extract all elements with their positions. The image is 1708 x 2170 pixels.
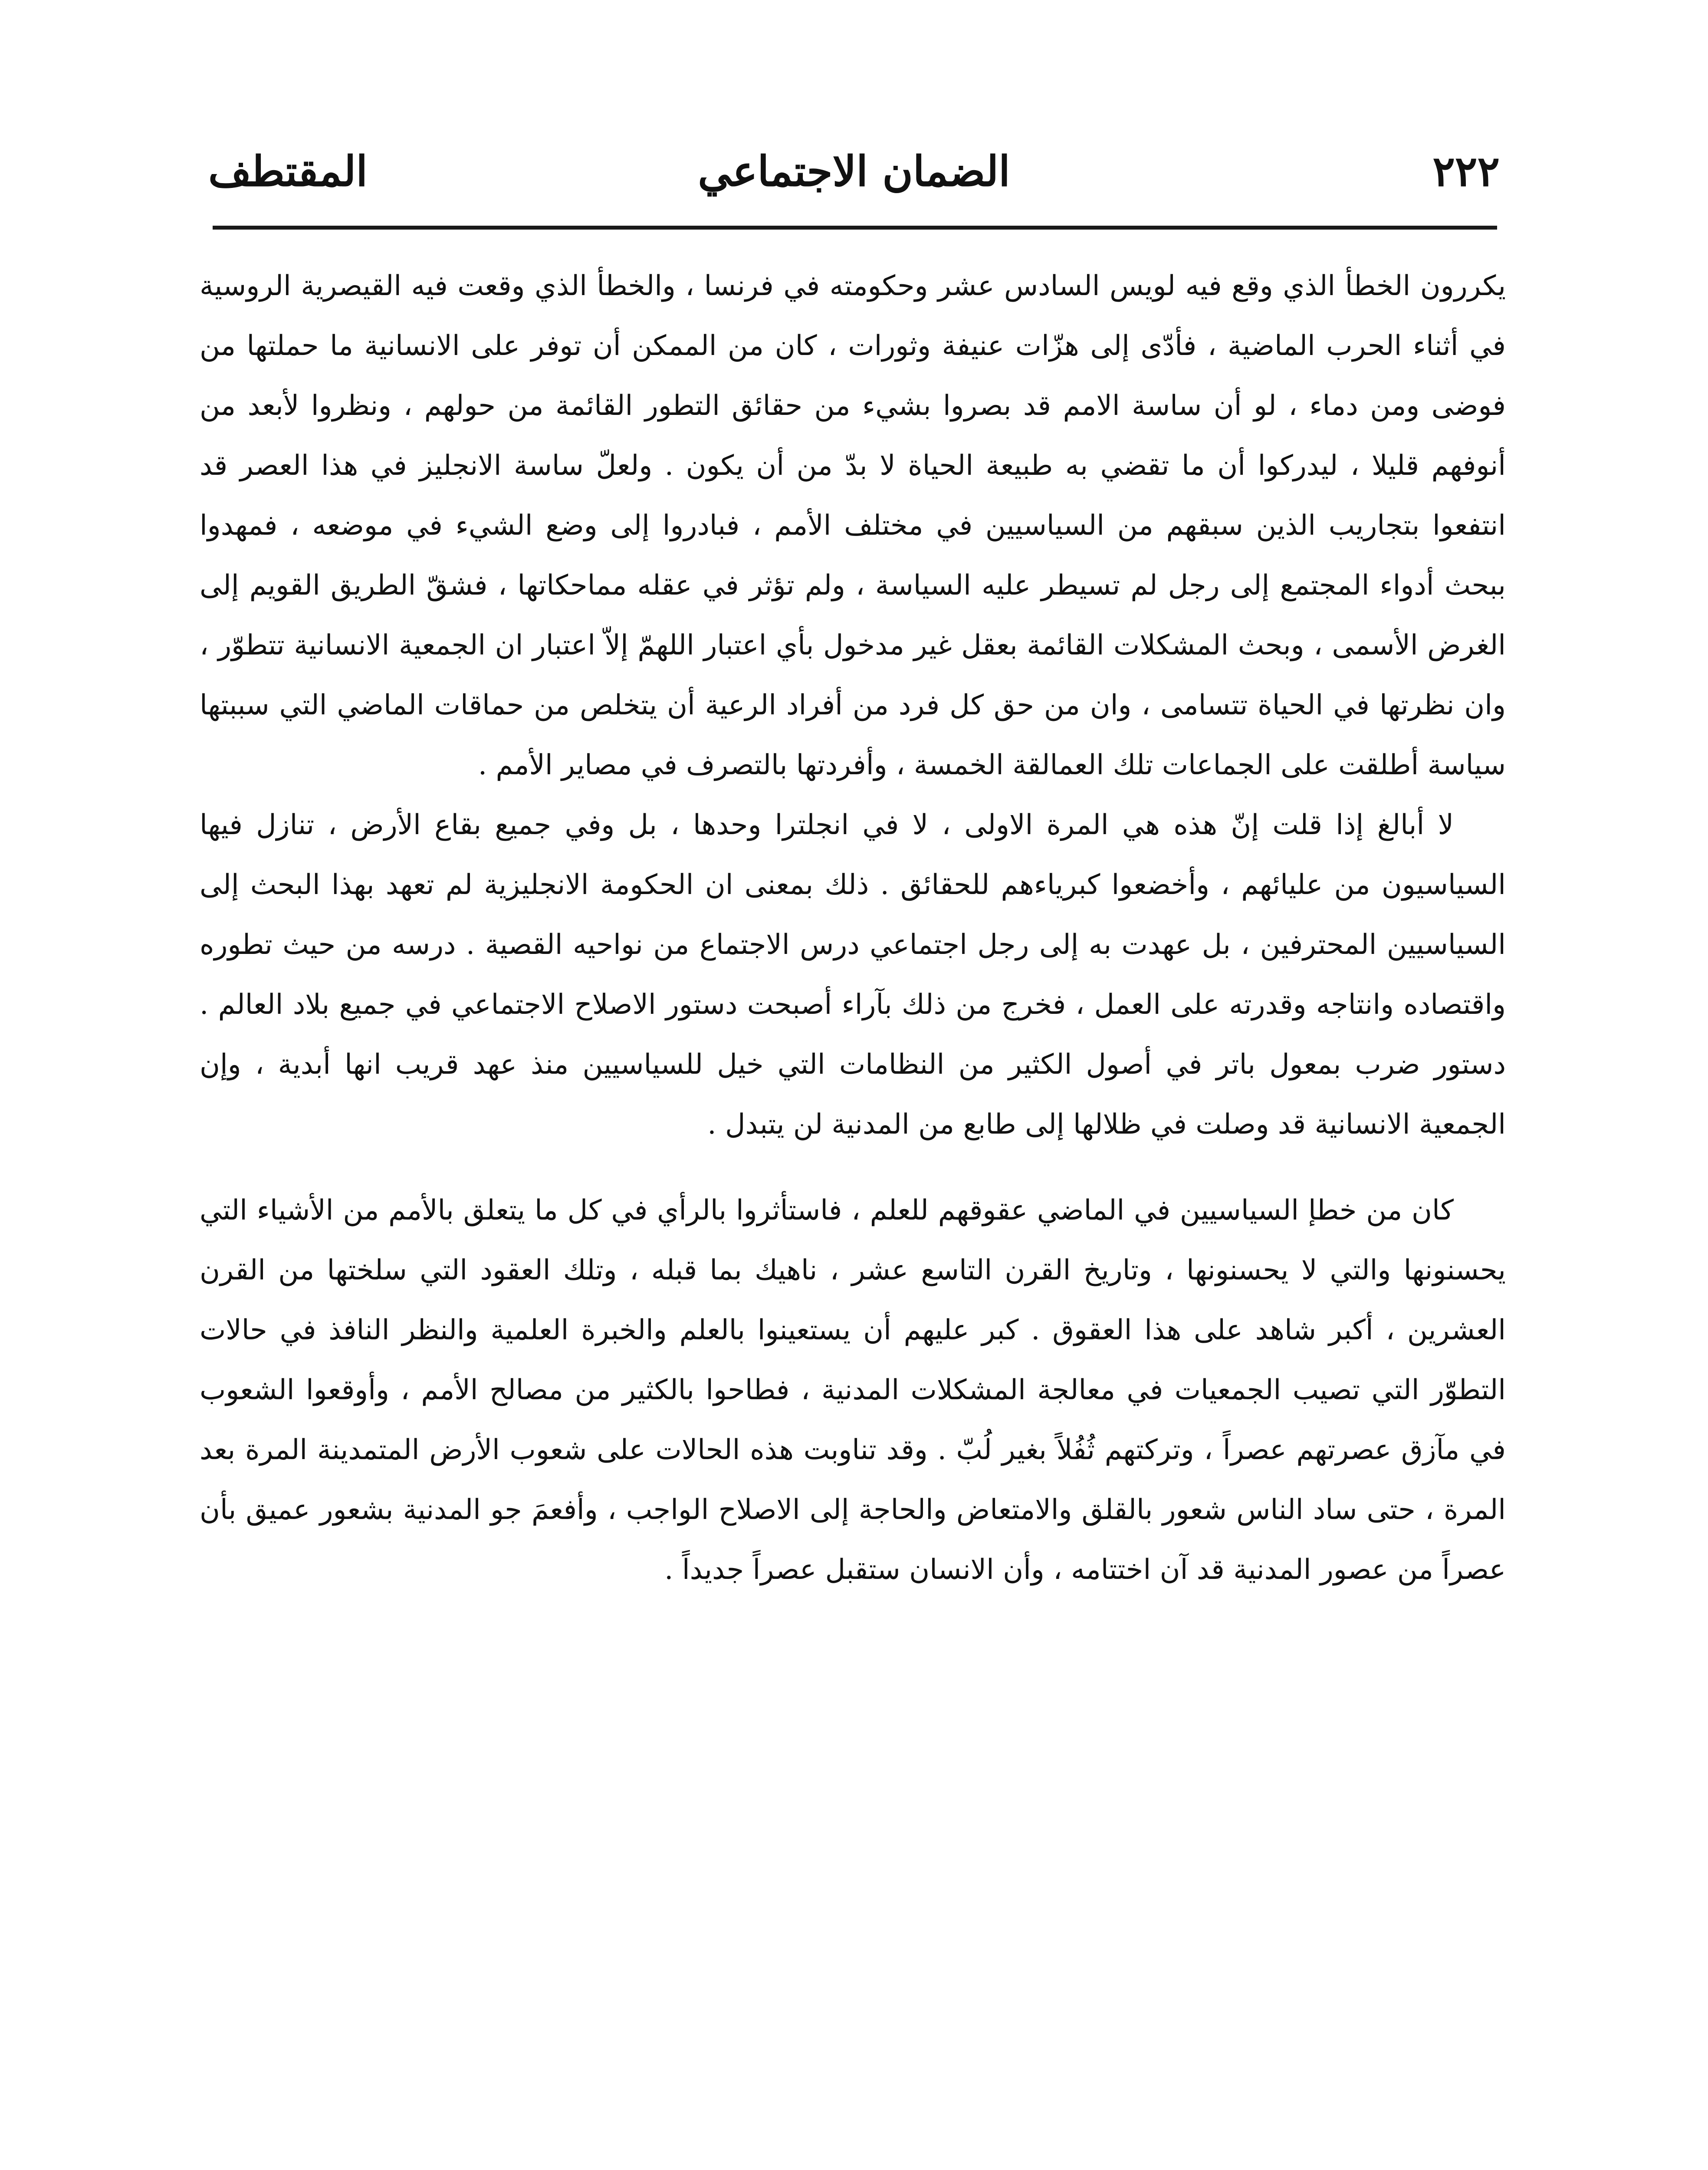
article-body	[200, 256, 1506, 1600]
paragraph: يكررون الخطأ الذي وقع فيه لويس السادس عشر وحكومته في فرنسا ، والخطأ الذي وقعت فيه القيصرية الروسية في أثناء الحرب الماضية ، فأدّى إلى هزّات عنيفة وثورات ، كان من الممكن أن توفر على الانسانية ما حملتها من فوضى ومن دماء ، لو أن ساسة الامم قد بصروا بشيء من حقائق التطور القائمة من حولهم ، ونظروا لأبعد من أنوفهم قليلا ، ليدركوا أن ما تقضي به طبيعة الحياة لا بدّ من أن يكون . ولعلّ ساسة الانجليز في هذا العصر قد انتفعوا بتجاريب الذين سبقهم من السياسيين في مختلف الأمم ، فبادروا إلى وضع الشيء في موضعه ، فمهدوا ببحث أدواء المجتمع إلى رجل لم تسيطر عليه السياسة ، ولم تؤثر في عقله مماحكاتها ، فشقّ الطريق القويم إلى الغرض الأسمى ، وبحث المشكلات القائمة بعقل غير مدخول بأي اعتبار اللهمّ إلاّ اعتبار ان الجمعية الانسانية تتطوّر ، وان نظرتها في الحياة تتسامى ، وان من حق كل فرد من أفراد الرعية أن يتخلص من حماقات الماضي التي سببتها سياسة أطلقت على الجماعات تلك العمالقة الخمسة ، وأفردتها بالتصرف في مصاير الأمم .	[200, 270, 1506, 781]
paragraph: كان من خطإ السياسيين في الماضي عقوقهم للعلم ، فاستأثروا بالرأي في كل ما يتعلق بالأمم من الأشياء التي يحسنونها والتي لا يحسنونها ، وتاريخ القرن التاسع عشر ، ناهيك بما قبله ، وتلك العقود التي سلختها من القرن العشرين ، أكبر شاهد على هذا العقوق . كبر عليهم أن يستعينوا بالعلم والخبرة العلمية والنظر النافذ في حالات التطوّر التي تصيب الجمعيات في معالجة المشكلات المدنية ، فطاحوا بالكثير من مصالح الأمم ، وأوقعوا الشعوب في مآزق عصرتهم عصراً ، وتركتهم ثُفُلاً بغير لُبّ . وقد تناوبت هذه الحالات على شعوب الأرض المتمدينة المرة بعد المرة ، حتى ساد الناس شعور بالقلق والامتعاض والحاجة إلى الاصلاح الواجب ، وأفعمَ جو المدنية بشعور عميق بأن عصراً من عصور المدنية قد آن اختتامه ، وأن الانسان ستقبل عصراً جديداً .	[200, 1194, 1506, 1586]
running-title: الضمان الاجتماعي	[698, 147, 1010, 196]
page-header	[208, 139, 1500, 204]
paragraph: لا أبالغ إذا قلت إنّ هذه هي المرة الاولى ، لا في انجلترا وحدها ، بل وفي جميع بقاع الأرض ، تنازل فيها السياسيون من عليائهم ، وأخضعوا كبرياءهم للحقائق . ذلك بمعنى ان الحكومة الانجليزية لم تعهد بهذا البحث إلى السياسيين المحترفين ، بل عهدت به إلى رجل اجتماعي درس الاجتماع من نواحيه القصية . درسه من حيث تطوره واقتصاده وانتاجه وقدرته على العمل ، فخرج من ذلك بآراء أصبحت دستور الاصلاح الاجتماعي في جميع بلاد العالم . دستور ضرب بمعول باتر في أصول الكثير من النظامات التي خيل للسياسيين منذ عهد قريب انها أبدية ، وإن الجمعية الانسانية قد وصلت في ظلالها إلى طابع من المدنية لن يتبدل .	[200, 809, 1506, 1141]
journal-name: المقتطف	[208, 147, 368, 196]
header-divider	[213, 226, 1497, 230]
page-number: ٢٢٢	[1432, 147, 1500, 196]
